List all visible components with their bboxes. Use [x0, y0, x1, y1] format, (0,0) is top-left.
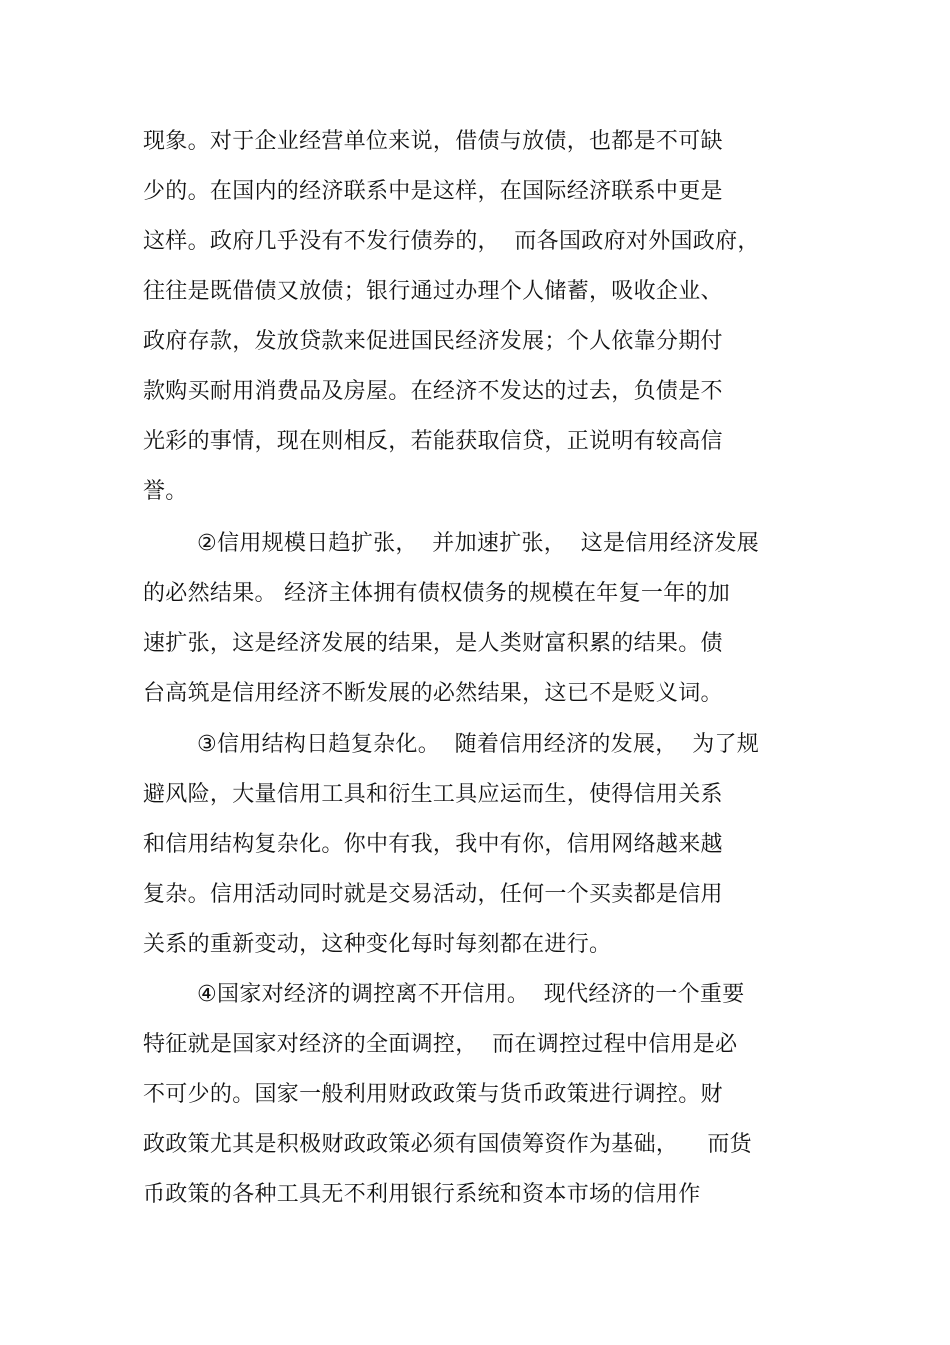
text-line: 政府存款，发放贷款来促进国民经济发展；个人依靠分期付	[143, 329, 723, 354]
text-line: 不可少的。国家一般利用财政政策与货币政策进行调控。财	[143, 1082, 723, 1107]
text-line: 特征就是国家对经济的全面调控， 而在调控过程中信用是必	[143, 1032, 738, 1057]
text-line: 复杂。信用活动同时就是交易活动，任何一个买卖都是信用	[143, 882, 723, 907]
paragraph-heading: ②信用规模日趋扩张， 并加速扩张， 这是信用经济发展	[197, 531, 760, 556]
text-line: 往往是既借债又放债；银行通过办理个人储蓄，吸收企业、	[143, 279, 723, 304]
text-line: 少的。在国内的经济联系中是这样，在国际经济联系中更是	[143, 179, 723, 204]
text-line: 这样。政府几乎没有不发行债券的， 而各国政府对外国政府，	[143, 229, 760, 254]
text-line: 光彩的事情，现在则相反，若能获取信贷，正说明有较高信	[143, 429, 723, 454]
text-line: 币政策的各种工具无不利用银行系统和资本市场的信用作	[143, 1182, 701, 1207]
text-line: 现象。对于企业经营单位来说，借债与放债，也都是不可缺	[143, 129, 723, 154]
text-line: 政政策尤其是积极财政政策必须有国债筹资作为基础， 而货	[143, 1132, 752, 1157]
text-line: 誉。	[143, 479, 188, 504]
paragraph-heading: ④国家对经济的调控离不开信用。 现代经济的一个重要	[197, 982, 745, 1007]
text-line: 款购买耐用消费品及房屋。在经济不发达的过去，负债是不	[143, 379, 723, 404]
text-line: 避风险，大量信用工具和衍生工具应运而生，使得信用关系	[143, 782, 723, 807]
text-line: 的必然结果。 经济主体拥有债权债务的规模在年复一年的加	[143, 581, 731, 606]
text-line: 关系的重新变动，这种变化每时每刻都在进行。	[143, 932, 612, 957]
text-line: 和信用结构复杂化。你中有我，我中有你，信用网络越来越	[143, 832, 723, 857]
paragraph-heading: ③信用结构日趋复杂化。 随着信用经济的发展， 为了规	[197, 732, 760, 757]
text-line: 台高筑是信用经济不断发展的必然结果，这已不是贬义词。	[143, 681, 723, 706]
text-line: 速扩张，这是经济发展的结果，是人类财富积累的结果。债	[143, 631, 723, 656]
